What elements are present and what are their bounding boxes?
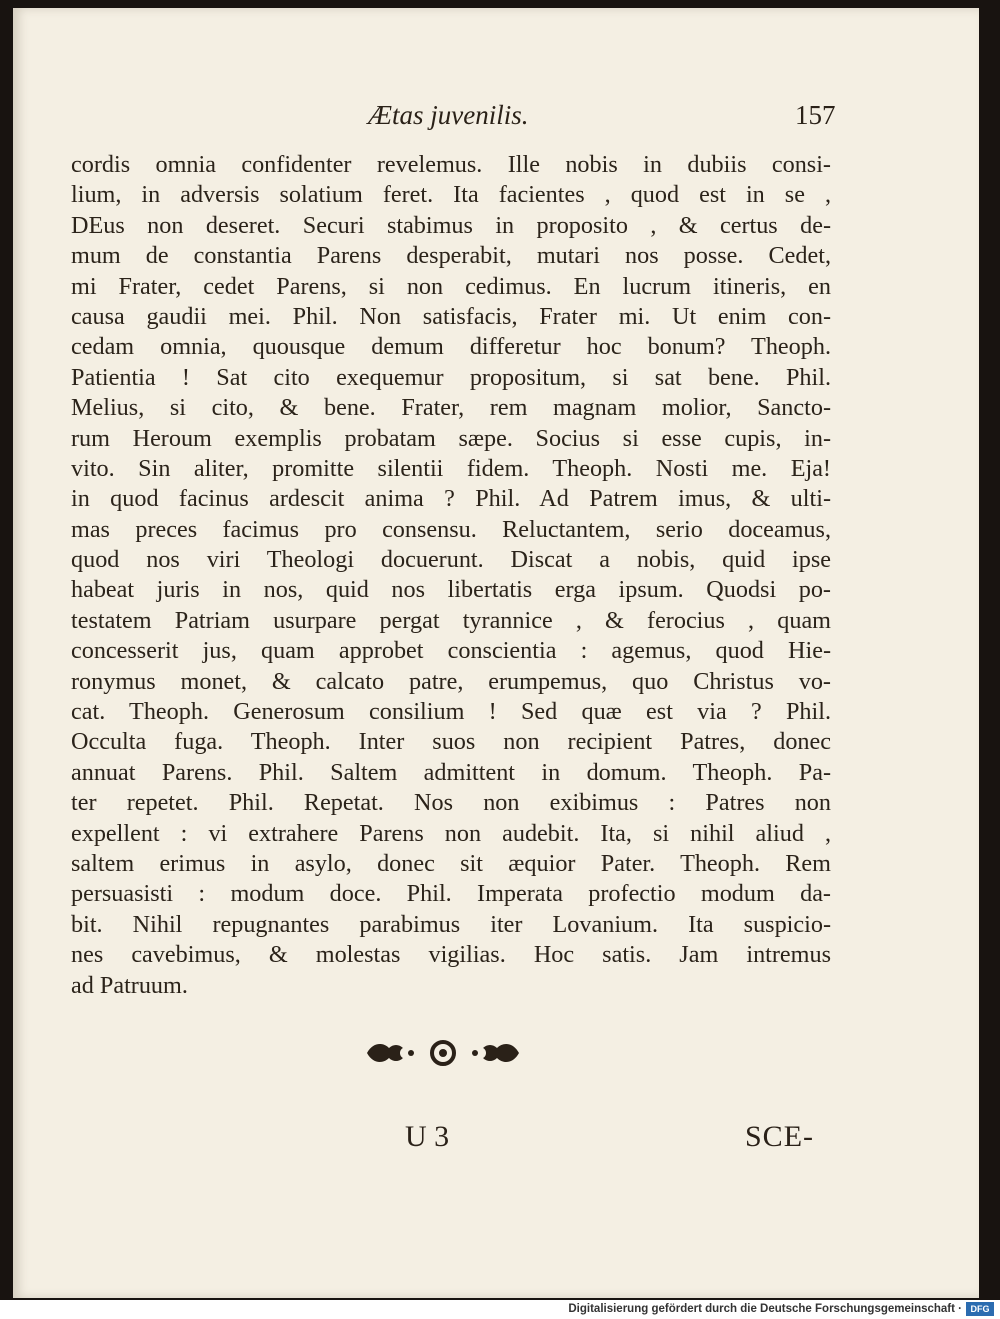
catchword: SCE- (745, 1120, 815, 1153)
text-line: quod nos viri Theologi docuerunt. Discat a nobis, quid ipse (71, 546, 831, 574)
text-line: nes cavebimus, & molestas vigilias. Hoc satis. Jam intremus (71, 941, 831, 969)
text-line: Patientia ! Sat cito exequemur propositum, si sat bene. Phil. (71, 363, 831, 391)
text-line: Occulta fuga. Theoph. Inter suos non recipient Patres, donec (71, 728, 831, 756)
text-line: bit. Nihil repugnantes parabimus iter Lovanium. Ita suspicio- (71, 910, 831, 938)
running-title: Ætas juvenilis. (368, 100, 529, 130)
signature-mark: U 3 (405, 1120, 450, 1153)
text-line: annuat Parens. Phil. Saltem admittent in domum. Theoph. Pa- (71, 758, 831, 786)
text-line: in quod facinus ardescit anima ? Phil. Ad Patrem imus, & ulti- (71, 485, 831, 513)
text-line: lium, in adversis solatium feret. Ita facientes , quod est in se , (71, 181, 831, 209)
text-line: causa gaudii mei. Phil. Non satisfacis, Frater mi. Ut enim con- (71, 302, 831, 330)
text-line: mi Frater, cedet Parens, si non cedimus. En lucrum itineris, en (71, 272, 831, 300)
text-line: Melius, si cito, & bene. Frater, rem magnam molior, Sancto- (71, 394, 831, 422)
text-line: expellent : vi extrahere Parens non audebit. Ita, si nihil aliud , (71, 819, 831, 847)
page-header (13, 100, 979, 140)
text-line: testatem Patriam usurpare pergat tyrannice , & ferocius , quam (71, 606, 831, 634)
text-line: mum de constantia Parens desperabit, mutari nos posse. Cedet, (71, 242, 831, 270)
printer-ornament-icon (353, 1036, 533, 1070)
text-line: cedam omnia, quousque demum differetur hoc bonum? Theoph. (71, 333, 831, 361)
page-number: 157 (795, 100, 836, 130)
text-line: vito. Sin aliter, promitte silentii fidem. Theoph. Nosti me. Eja! (71, 454, 831, 482)
text-line: ad Patruum. (71, 971, 188, 999)
dfg-logo-icon: DFG (966, 1302, 994, 1316)
book-page (13, 8, 979, 1298)
text-line: persuasisti : modum doce. Phil. Imperata profectio modum da- (71, 880, 831, 908)
body-text (71, 150, 831, 1001)
text-line: DEus non deseret. Securi stabimus in proposito , & certus de- (71, 211, 831, 239)
text-line: rum Heroum exemplis probatam sæpe. Socius si esse cupis, in- (71, 424, 831, 452)
text-line: habeat juris in nos, quid nos libertatis erga ipsum. Quodsi po- (71, 576, 831, 604)
funding-credit: Digitalisierung gefördert durch die Deutsche Forschungsgemeinschaft · (568, 1303, 962, 1315)
text-line: ter repetet. Phil. Repetat. Nos non exibimus : Patres non (71, 789, 831, 817)
text-line: ronymus monet, & calcato patre, erumpemus, quo Christus vo- (71, 667, 831, 695)
text-line: saltem erimus in asylo, donec sit æquior Pater. Theoph. Rem (71, 849, 831, 877)
text-line: mas preces facimus pro consensu. Reluctantem, serio doceamus, (71, 515, 831, 543)
text-line: cordis omnia confidenter revelemus. Ille nobis in dubiis consi- (71, 151, 831, 178)
text-line: concesserit jus, quam approbet conscientia : agemus, quod Hie- (71, 637, 831, 665)
text-line: cat. Theoph. Generosum consilium ! Sed quæ est via ? Phil. (71, 698, 831, 726)
